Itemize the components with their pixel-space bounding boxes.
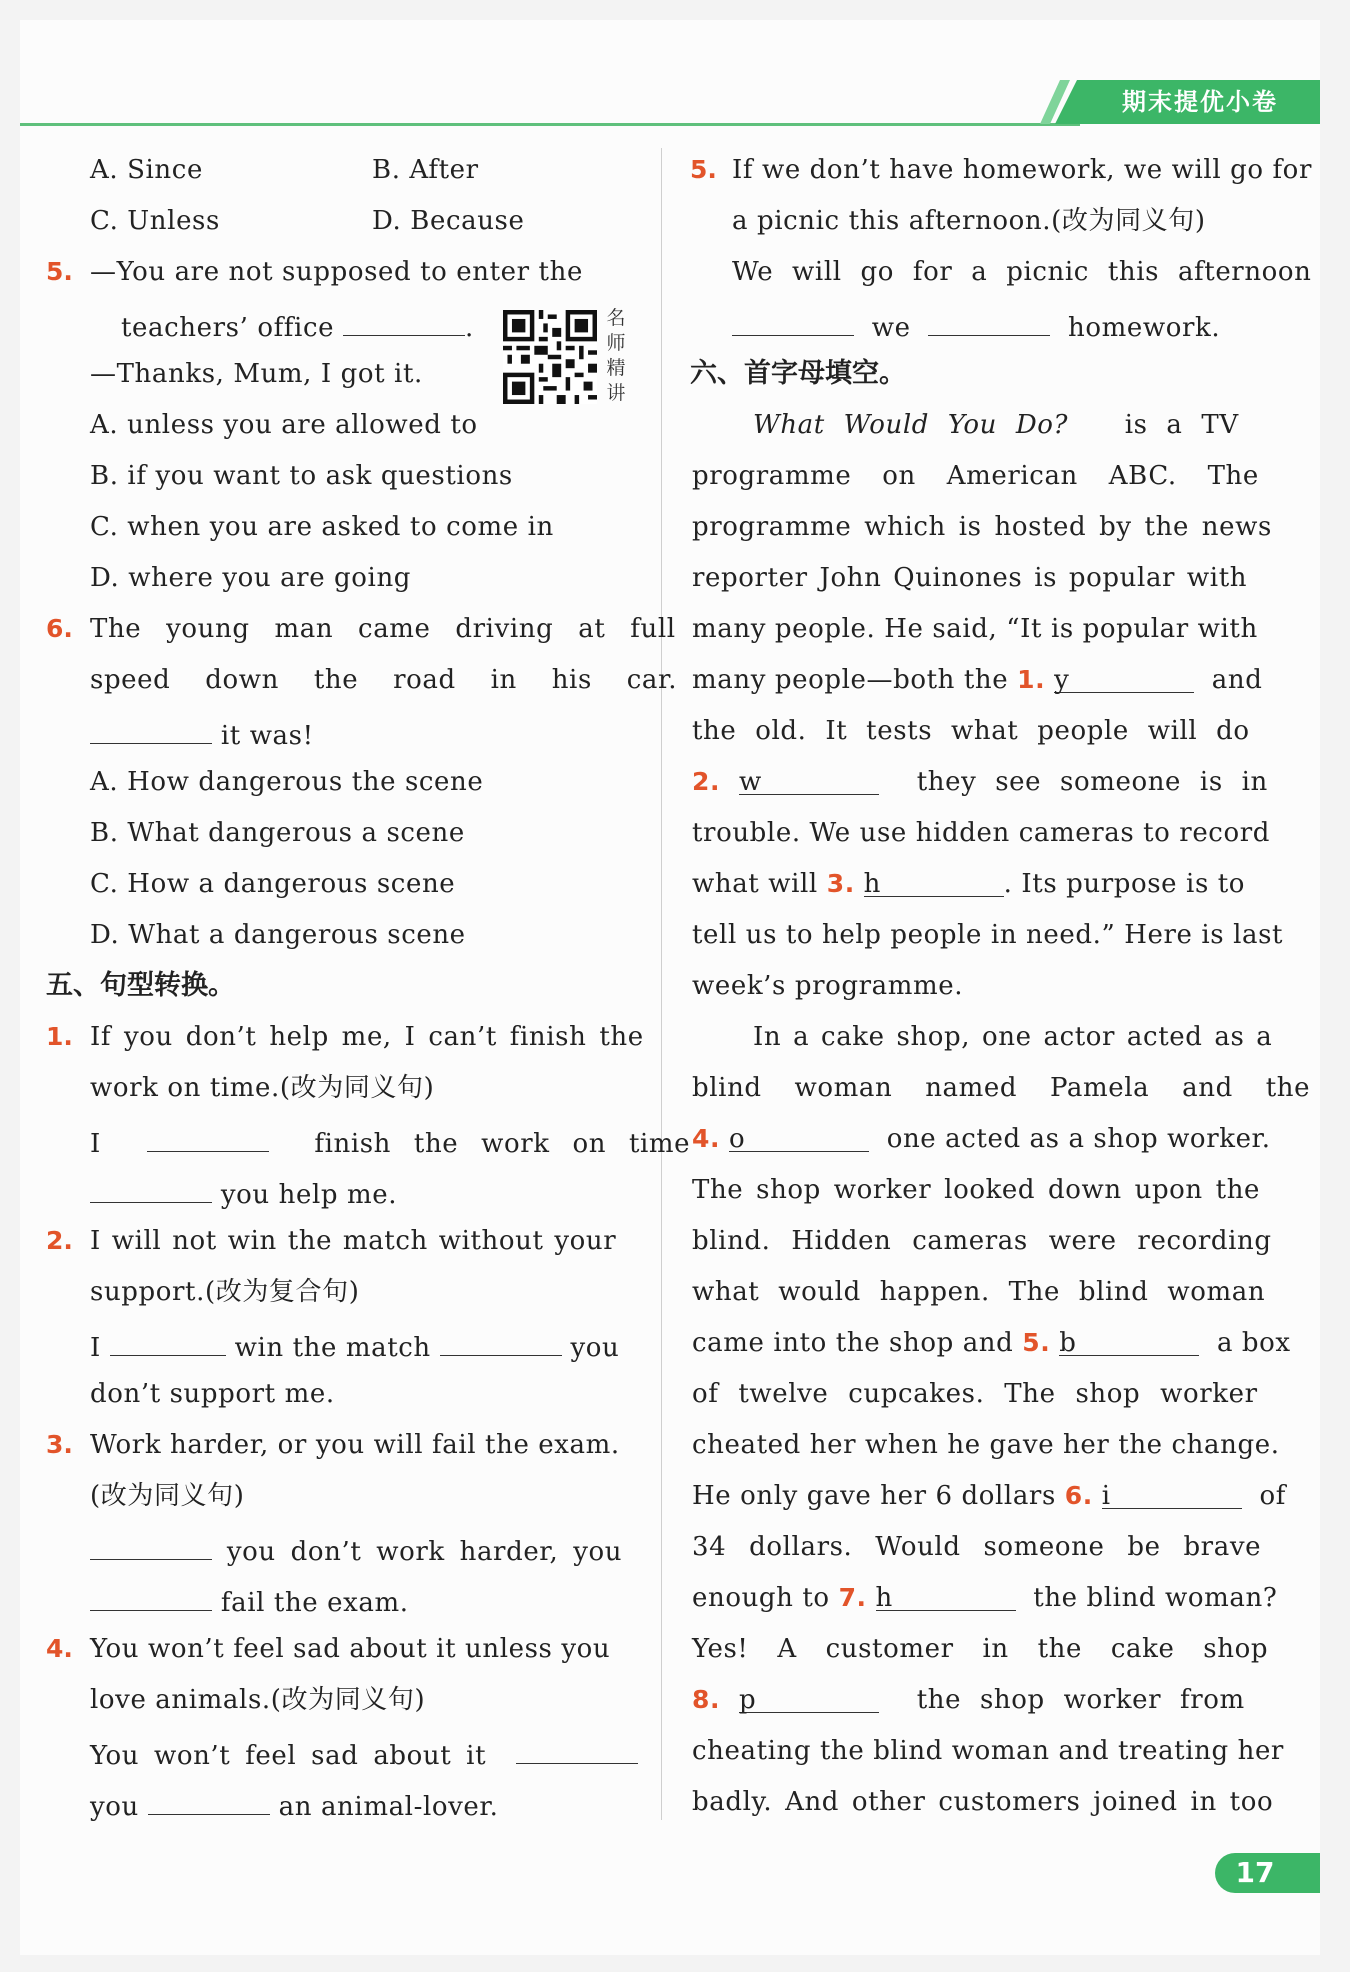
question-line: it was!	[90, 713, 314, 754]
passage-line: Yes! A customer in the cake shop	[692, 1634, 1269, 1664]
passage-line: cheating the blind woman and treating her	[692, 1736, 1284, 1766]
answer-line: fail the exam.	[90, 1580, 409, 1621]
passage-line: what will 3. h . Its purpose is to	[692, 866, 1245, 902]
answer-blank[interactable]	[343, 305, 465, 336]
answer-line: We will go for a picnic this afternoon	[732, 257, 1312, 287]
question-number: 1.	[46, 1022, 73, 1051]
option-d: D. What a dangerous scene	[90, 920, 466, 950]
question-line: support.(改为复合句)	[90, 1277, 360, 1307]
letter-blank[interactable]: p	[739, 1682, 879, 1713]
question-line: —You are not supposed to enter the	[90, 257, 583, 287]
question-line: —Thanks, Mum, I got it.	[90, 359, 423, 389]
question-line: love animals.(改为同义句)	[90, 1685, 426, 1715]
option-a: A. How dangerous the scene	[90, 767, 484, 797]
question-line: The young man came driving at full	[90, 614, 676, 644]
answer-blank[interactable]	[110, 1325, 226, 1356]
option-d: D. where you are going	[90, 563, 412, 593]
section-title: 五、句型转换。	[46, 970, 235, 1001]
answer-blank[interactable]	[90, 1529, 212, 1560]
letter-blank[interactable]: b	[1059, 1325, 1199, 1356]
passage-line: came into the shop and 5. b a box	[692, 1325, 1291, 1361]
option-b: B. After	[372, 155, 479, 185]
answer-line: we homework.	[732, 305, 1220, 346]
passage-line: The shop worker looked down upon the	[692, 1175, 1261, 1205]
passage-line: programme which is hosted by the news	[692, 512, 1272, 542]
answer-blank[interactable]	[148, 1784, 270, 1815]
passage-line: 34 dollars. Would someone be brave	[692, 1532, 1262, 1562]
column-divider	[661, 148, 662, 1820]
question-line: If we don’t have homework, we will go for	[732, 155, 1312, 185]
passage-line: 4. o one acted as a shop worker.	[692, 1121, 1271, 1157]
question-line: I will not win the match without your	[90, 1226, 617, 1256]
passage-line: what would happen. The blind woman	[692, 1277, 1266, 1307]
option-a: A. unless you are allowed to	[90, 410, 478, 440]
passage-line: In a cake shop, one actor acted as a	[753, 1022, 1273, 1052]
passage-line: badly. And other customers joined in too	[692, 1787, 1274, 1817]
answer-blank[interactable]	[440, 1325, 562, 1356]
section-title: 六、首字母填空。	[690, 358, 906, 389]
passage-line: What Would You Do? is a TV	[753, 410, 1239, 440]
question-line: Work harder, or you will fail the exam.	[90, 1430, 620, 1460]
answer-blank[interactable]	[732, 305, 854, 336]
header-tag-text: 期末提优小卷	[1122, 88, 1278, 116]
qr-code-icon[interactable]	[503, 310, 597, 404]
question-number: 5.	[690, 155, 717, 184]
question-number: 6.	[46, 614, 73, 643]
answer-line: you don’t work harder, you	[90, 1529, 622, 1570]
passage-line: trouble. We use hidden cameras to record	[692, 818, 1270, 848]
passage-line: enough to 7. h the blind woman?	[692, 1580, 1277, 1616]
passage-line: cheated her when he gave her the change.	[692, 1430, 1280, 1460]
letter-blank[interactable]: y	[1054, 662, 1194, 693]
answer-blank[interactable]	[90, 1580, 212, 1611]
option-c: C. Unless	[90, 206, 220, 236]
passage-line: week’s programme.	[692, 971, 964, 1001]
header-rule	[20, 123, 1080, 126]
passage-line: many people. He said, “It is popular with	[692, 614, 1258, 644]
question-line: You won’t feel sad about it unless you	[90, 1634, 611, 1664]
passage-line: 8. p the shop worker from	[692, 1682, 1245, 1718]
answer-line: you an animal-lover.	[90, 1784, 498, 1825]
answer-line: I win the match you	[90, 1325, 619, 1366]
question-number: 3.	[46, 1430, 73, 1459]
option-b: B. What dangerous a scene	[90, 818, 465, 848]
passage-line: of twelve cupcakes. The shop worker	[692, 1379, 1258, 1409]
option-a: A. Since	[90, 155, 203, 185]
answer-blank[interactable]	[928, 305, 1050, 336]
answer-blank[interactable]	[90, 1172, 212, 1203]
passage-line: 2. w they see someone is in	[692, 764, 1268, 800]
question-line: If you don’t help me, I can’t finish the	[90, 1022, 644, 1052]
letter-blank[interactable]: h	[876, 1580, 1016, 1611]
question-line: teachers’ office .	[121, 305, 474, 346]
answer-line: you help me.	[90, 1172, 397, 1213]
question-number: 5.	[46, 257, 73, 286]
answer-line: don’t support me.	[90, 1379, 335, 1409]
letter-blank[interactable]: h	[864, 866, 1004, 897]
answer-blank[interactable]	[147, 1121, 269, 1152]
question-number: 4.	[46, 1634, 73, 1663]
question-line: a picnic this afternoon.(改为同义句)	[732, 206, 1206, 236]
passage-line: reporter John Quinones is popular with	[692, 563, 1248, 593]
letter-blank[interactable]: o	[729, 1121, 869, 1152]
qr-label: 名师精讲	[606, 307, 626, 404]
letter-blank[interactable]: i	[1102, 1478, 1242, 1509]
answer-line: I finish the work on time	[90, 1121, 690, 1162]
answer-blank[interactable]	[516, 1733, 638, 1764]
passage-line: the old. It tests what people will do	[692, 716, 1250, 746]
option-c: C. How a dangerous scene	[90, 869, 456, 899]
option-b: B. if you want to ask questions	[90, 461, 513, 491]
option-c: C. when you are asked to come in	[90, 512, 554, 542]
programme-title: What Would You Do?	[753, 410, 1069, 440]
question-line: (改为同义句)	[90, 1481, 245, 1511]
passage-line: programme on American ABC. The	[692, 461, 1259, 491]
option-d: D. Because	[372, 206, 525, 236]
question-number: 2.	[46, 1226, 73, 1255]
passage-line: many people—both the 1. y and	[692, 662, 1263, 698]
passage-line: blind woman named Pamela and the	[692, 1073, 1311, 1103]
letter-blank[interactable]: w	[739, 764, 879, 795]
question-line: work on time.(改为同义句)	[90, 1073, 435, 1103]
passage-line: He only gave her 6 dollars 6. i of	[692, 1478, 1286, 1514]
page-number: 17	[1235, 1856, 1275, 1889]
passage-line: tell us to help people in need.” Here is last	[692, 920, 1284, 950]
answer-blank[interactable]	[90, 713, 212, 744]
question-line: speed down the road in his car.	[90, 665, 678, 695]
passage-line: blind. Hidden cameras were recording	[692, 1226, 1272, 1256]
answer-line: You won’t feel sad about it	[90, 1733, 638, 1774]
